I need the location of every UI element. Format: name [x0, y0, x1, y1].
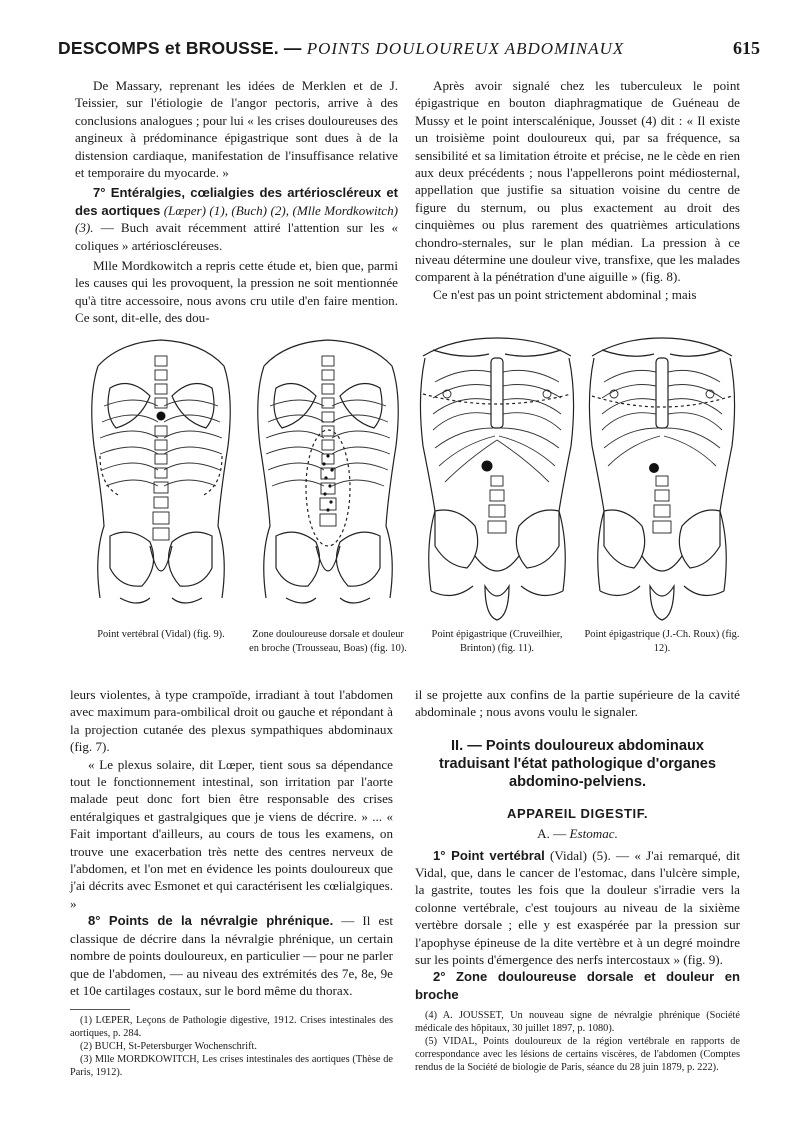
paragraph-confins: il se projette aux confins de la partie supérieure de la cavité abdominale ; nous avons voulu le signaler.	[415, 687, 740, 720]
point-vertebral-heading: 1° Point vertébral	[433, 847, 545, 863]
figure-12-drawing	[584, 336, 740, 626]
paragraph-plexus-solaire: « Le plexus solaire, dit Lœper, tient sous sa dépendance tout le fonctionnement intestinal, son irritation par l'aorte malade peut donc fort bien être responsable des crises entéralgiques et gastralgiques que je viens de décrire. » ... « Fait important d'ailleurs, au cours de tous les examens, on trouve une exacerbation très nette des centres nerveux de l'abdomen, et l'on met en évidence les points douloureux que j'ai décrits avec Esmonet et qui caractérisent les cœlialgiques. »	[70, 756, 393, 911]
paragraph-point-vertebral	[415, 847, 740, 969]
enteralgies-heading: 7° Entéralgies, cœlialgies des artérioscléreux et des aortiques	[75, 185, 398, 218]
estomac-prefix: A. —	[537, 826, 570, 842]
top-left-column	[75, 77, 398, 327]
caption-fig-11: Point épigastrique (Cruveilhier, Brinton) (fig. 11).	[431, 629, 563, 654]
header-title-line	[58, 38, 624, 59]
pain-point-marker	[482, 461, 493, 472]
paragraph-jousset: Après avoir signalé chez les tuberculeux le point épigastrique en bouton diaphragmatique de Guéneau de Mussy et le point interscalénique, Jousset (4) dit : « Il existe un troisième point douloureux qui, par sa fréquence, sa sensibilité et sa limitation étroite et précise, ne le cède en rien aux deux précédents ; nous l'appellerons point médiosternal, appellation que justifie sa situation voisine du centre de figure du sternum, ou plus exactement au droit des cinquièmes ou plus rarement des quatrièmes articulations chondro-sternales, sur le plan médian. La pression à ce niveau détermine une douleur vive, transfixe, que les malades comparent à la pénétration d'une aiguille » (fig. 8).	[415, 78, 740, 285]
running-header	[58, 38, 760, 64]
caption-fig-12: Point épigastrique (J.-Ch. Roux) (fig. 12).	[584, 629, 740, 654]
figure-10-drawing	[246, 336, 410, 626]
caption-row	[80, 628, 740, 674]
figure-9-drawing	[80, 336, 242, 626]
footnote-3: (3) Mlle MORDKOWITCH, Les crises intestinales des aortiques (Thèse de Paris, 1912).	[70, 1054, 393, 1079]
enteralgies-refs: (Lœper) (1), (Buch) (2), (Mlle Mordkowitch) (3).	[75, 202, 398, 236]
top-right-column	[415, 77, 740, 303]
paragraph-crampoide: leurs violentes, à type crampoïde, irradiant à tout l'abdomen avec maximum para-ombilical droit ou gauche et répondant à la projection cutanée des plexus sympathiques abdominaux (fig. 7).	[70, 687, 393, 755]
enteralgies-body: — Buch avait récemment attiré l'attention sur les « coliques » artérioscléreuses.	[75, 220, 398, 253]
header-title: POINTS DOULOUREUX ABDOMINAUX	[306, 39, 625, 58]
figure-9-back-view	[80, 336, 242, 626]
zone-dorsale-heading: 2° Zone douloureuse dorsale et douleur en broche	[415, 969, 740, 1002]
footnote-2: (2) BUCH, St-Petersburger Wochenschrift.	[80, 1041, 257, 1053]
header-authors: DESCOMPS et BROUSSE.	[58, 38, 279, 58]
phrenique-body: — Il est classique de décrire dans la névralgie phrénique, un certain nombre de points douloureux, en particulier — pour ne parler que de l'abdomen, — au niveau des extrémités des 7e, 8e, 9e et 10e cartilages costaux, sur le bord même du thorax.	[70, 913, 393, 998]
paragraph-enteralgies	[75, 184, 398, 254]
figure-12-front-view	[584, 336, 740, 626]
footnotes-left	[70, 1014, 393, 1079]
footnote-4: (4) A. JOUSSET, Un nouveau signe de névralgie phrénique (Société médicale des hôpitaux, 30 juillet 1897, p. 1080).	[415, 1010, 740, 1035]
footnote-rule	[70, 1009, 130, 1010]
footnote-5: (5) VIDAL, Points douloureux de la région vertébrale en rapports de correspondance avec les lésions de certains viscères, de l'abdomen (Comptes rendus de la Société de biologie de Paris, séance du 28 juin 1879, p. 222).	[415, 1036, 740, 1074]
figure-10-back-view	[246, 336, 410, 626]
estomac-label: Estomac.	[569, 826, 618, 842]
figure-row	[80, 336, 740, 626]
page-number: 615	[733, 38, 760, 58]
bottom-left-column	[70, 686, 393, 1079]
paragraph-not-abdominal: Ce n'est pas un point strictement abdominal ; mais	[433, 286, 697, 302]
footnotes-right	[415, 1009, 740, 1074]
footnote-1: (1) LŒPER, Leçons de Pathologie digestive, 1912. Crises intestinales des aortiques, p. 284.	[70, 1015, 393, 1040]
section-heading: II. — Points douloureux abdominaux traduisant l'état pathologique d'organes abdomino-pelviens.	[439, 737, 716, 790]
pain-point-marker	[649, 463, 659, 473]
pain-point-marker	[157, 412, 166, 421]
point-vertebral-ref: (Vidal) (5).	[544, 847, 611, 863]
caption-fig-10: Zone douloureuse dorsale et douleur en broche (Trousseau, Boas) (fig. 10).	[249, 629, 407, 654]
paragraph-mordkowitch: Mlle Mordkowitch a repris cette étude et, bien que, parmi les causes qui les provoquent, la pression ne soit mentionnée qu'à titre accessoire, nous avons cru utile d'en faire mention. Ce sont, dit-elle, des dou-	[75, 258, 398, 326]
figure-11-front-view	[413, 336, 581, 626]
bottom-right-column	[415, 686, 740, 1074]
figure-11-drawing	[413, 336, 581, 626]
paragraph-de-massary: De Massary, reprenant les idées de Merklen et de J. Teissier, sur l'étiologie de l'angor pectoris, arrive à des conclusions analogues ; pour lui « les crises douloureuses des angineux à prédominance épigastrique sont dues à de la distension cardiaque, manifestation de l'insuffisance relative et temporaire du myocarde. »	[75, 78, 398, 181]
caption-fig-9: Point vertébral (Vidal) (fig. 9).	[97, 629, 225, 640]
subheading-appareil-digestif: APPAREIL DIGESTIF.	[506, 805, 649, 821]
paragraph-zone-dorsale	[415, 968, 740, 1003]
header-dash: —	[278, 38, 307, 58]
point-vertebral-body: — « J'ai remarqué, dit Vidal, que, dans le cancer de l'estomac, dans l'ulcère simple, la gastrite, toutes les fois que la douleur s'irradie vers la colonne vertébrale, c'est toujours au niveau de la sixième vertèbre dorsale ; elle y est exaspérée par la pression sur l'apophyse épineuse de la dite vertèbre et à un degré moindre sur les points d'émergence des nerfs intercostaux » (fig. 9).	[415, 847, 740, 968]
paragraph-nevralgie-phrenique	[70, 912, 393, 999]
dorsal-pain-zone	[306, 430, 350, 546]
subheading-estomac	[415, 825, 740, 842]
phrenique-heading: 8° Points de la névralgie phrénique.	[88, 913, 334, 929]
